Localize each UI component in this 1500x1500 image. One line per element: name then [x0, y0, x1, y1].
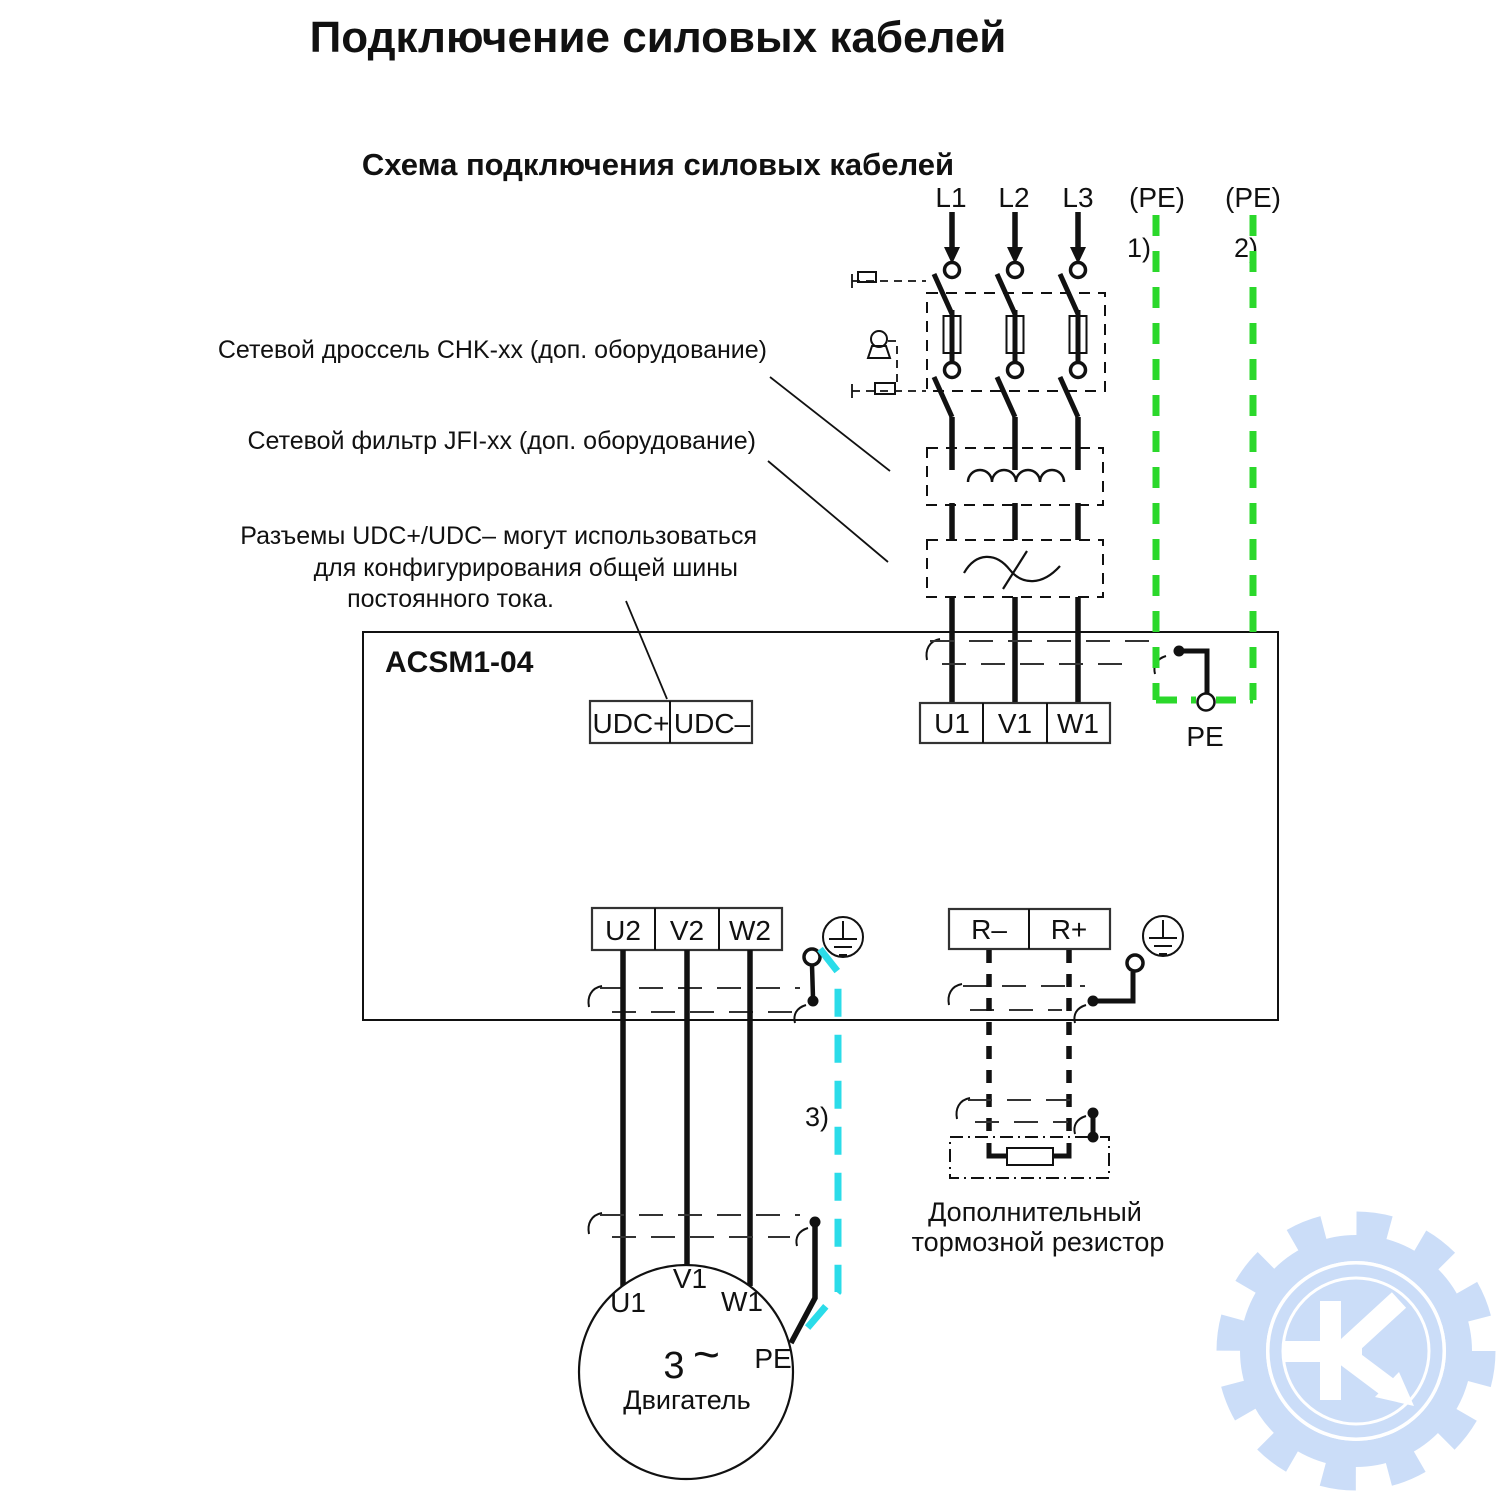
v1-terminal: V1	[997, 708, 1033, 739]
motor-circuit	[579, 949, 838, 1479]
inductor-coil-icon	[968, 470, 1064, 482]
motor-phase-number: 3	[663, 1345, 685, 1387]
filter-label: Сетевой фильтр JFI-xx (доп. оборудование)	[247, 427, 756, 455]
pe-left-label: (PE)	[1129, 182, 1185, 213]
choke-label: Сетевой дроссель CHK-xx (доп. оборудование)	[217, 336, 767, 364]
u2-terminal: U2	[605, 915, 641, 946]
output-earth-icon	[823, 917, 863, 957]
watermark-gear-logo	[1230, 1225, 1482, 1477]
motor-label: Двигатель	[623, 1385, 751, 1415]
supply-phase-labels	[935, 182, 1281, 263]
pe-right-label: (PE)	[1225, 182, 1281, 213]
filter-wave-icon	[964, 551, 1060, 589]
brake-cable-shield	[949, 955, 1143, 1023]
switch-operator-icon	[852, 272, 926, 398]
u1-terminal: U1	[934, 708, 970, 739]
phase-l2-label: L2	[998, 182, 1030, 213]
phase-l3-label: L3	[1062, 182, 1094, 213]
pe-terminal-label: PE	[1186, 721, 1224, 752]
motor-pe-label: PE	[754, 1343, 792, 1374]
motor-u1-label: U1	[610, 1287, 646, 1318]
v2-terminal: V2	[669, 915, 705, 946]
udc-terminal-block	[590, 701, 752, 743]
brake-terminal-block	[949, 909, 1110, 949]
motor-v1-label: V1	[672, 1263, 708, 1294]
page-subtitle: Схема подключения силовых кабелей	[361, 147, 955, 182]
line-filter	[927, 540, 1103, 703]
w2-terminal: W2	[729, 915, 771, 946]
footnote-3: 3)	[804, 1102, 830, 1132]
w1-terminal: W1	[1057, 708, 1099, 739]
output-terminal-block	[592, 908, 782, 950]
udc-minus-terminal: UDC–	[673, 708, 751, 739]
udc-note-line3: постоянного тока.	[347, 585, 554, 613]
fuse-disconnector	[852, 263, 1105, 471]
brake-resistor-label-2: тормозной резистор	[911, 1227, 1165, 1257]
pe-terminal	[1198, 694, 1215, 711]
drive-model-label: ACSM1-04	[385, 646, 534, 679]
drive-enclosure	[363, 632, 1278, 1023]
r-minus-terminal: R–	[971, 914, 1007, 945]
udc-note-line2: для конфигурирования общей шины	[313, 554, 738, 582]
phase-l1-label: L1	[935, 182, 967, 213]
r-plus-terminal: R+	[1050, 914, 1088, 945]
motor-w1-label: W1	[721, 1286, 763, 1317]
udc-plus-terminal: UDC+	[592, 708, 670, 739]
resistor-icon	[1007, 1148, 1053, 1165]
annotation-labels	[218, 336, 767, 613]
motor-phase-tilde: ~	[693, 1328, 720, 1380]
udc-note-line1: Разъемы UDC+/UDC– могут использоваться	[240, 522, 757, 550]
page-title: Подключение силовых кабелей	[309, 13, 1007, 62]
footnote-2: 2)	[1233, 233, 1259, 263]
input-cable-shield	[927, 639, 1207, 693]
input-terminal-block	[920, 703, 1110, 743]
brake-resistor-label-1: Дополнительный	[928, 1197, 1142, 1227]
brake-earth-icon	[1143, 916, 1183, 956]
footnote-1: 1)	[1126, 233, 1152, 263]
supply-arrows	[944, 212, 1086, 264]
